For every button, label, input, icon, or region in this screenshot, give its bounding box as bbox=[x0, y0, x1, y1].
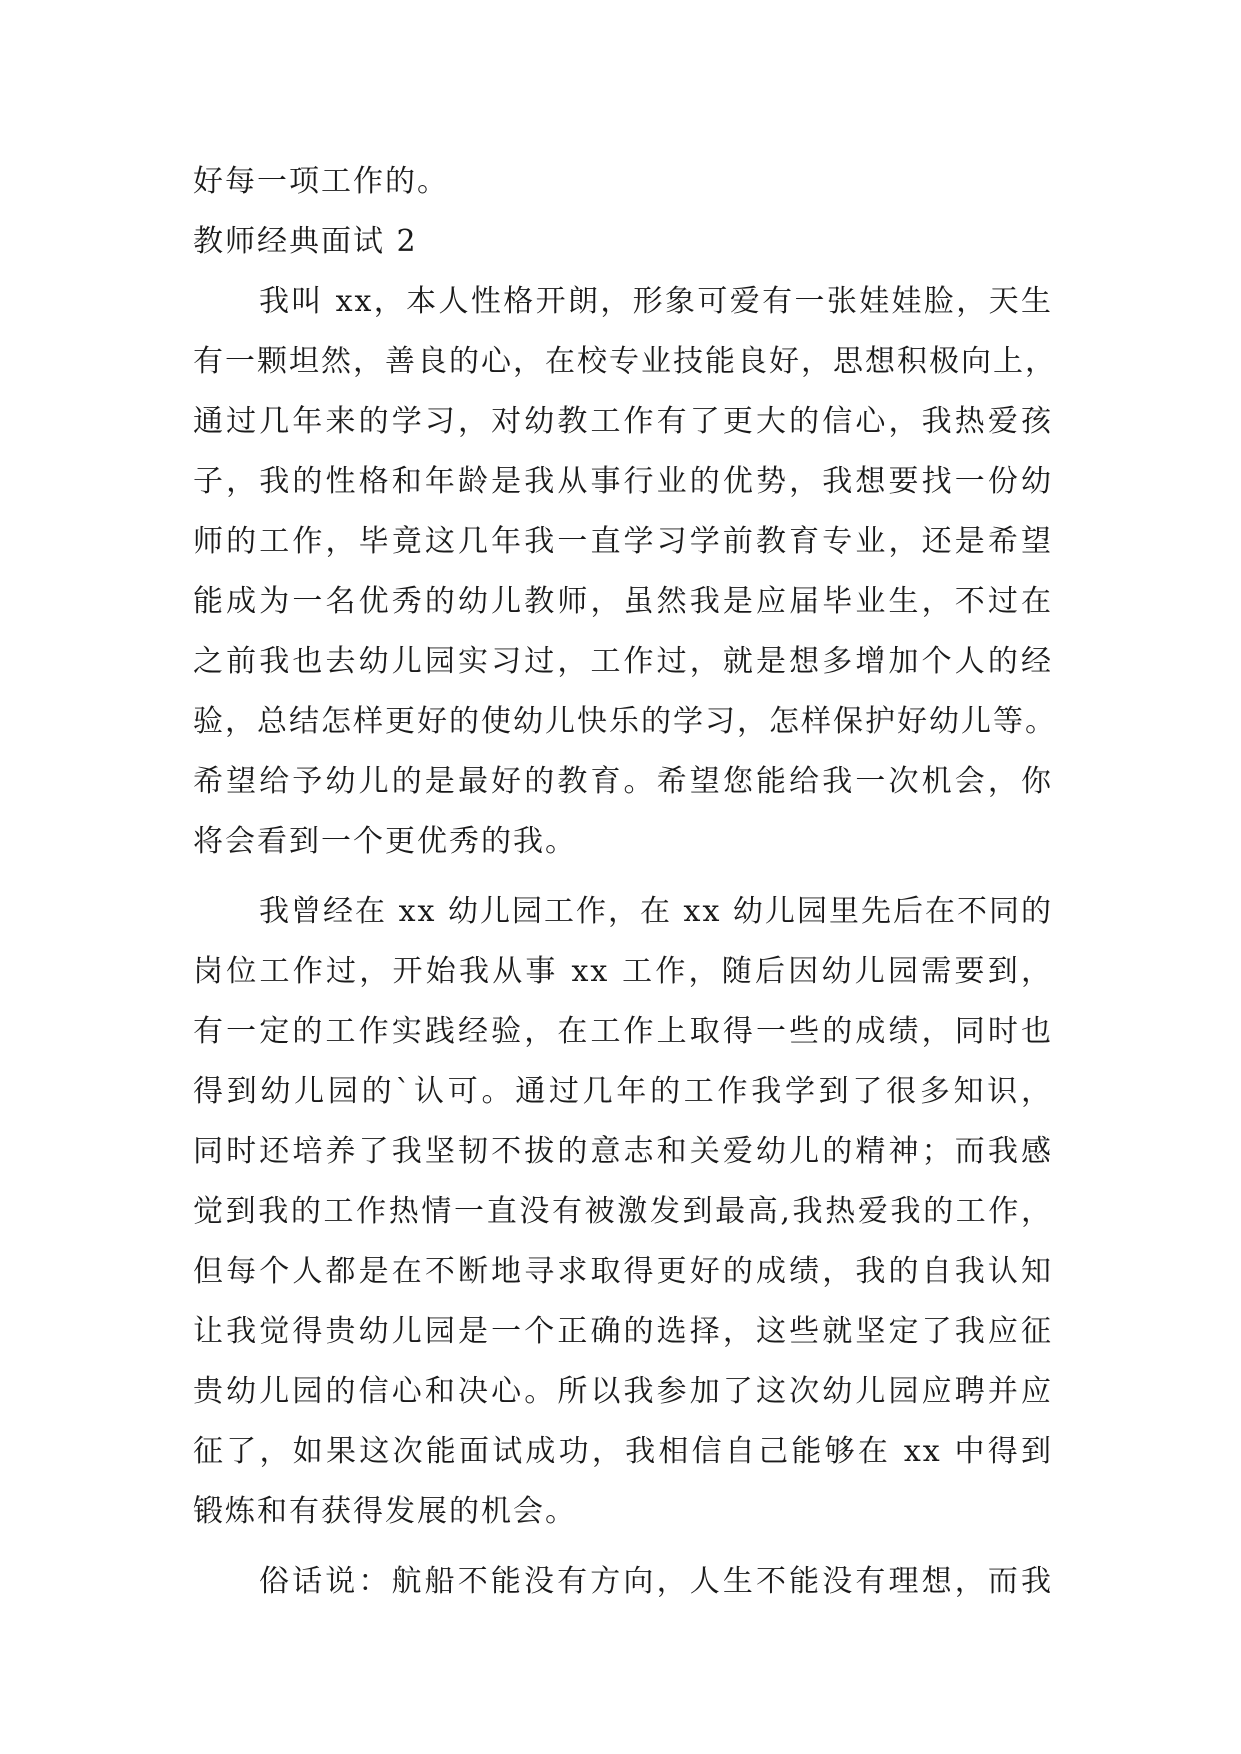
paragraph-1 bbox=[193, 280, 1057, 880]
paragraph-line: 我叫 xx，本人性格开朗，形象可爱有一张娃娃脸，天生 bbox=[259, 284, 1053, 319]
paragraph-line: 子，我的性格和年龄是我从事行业的优势，我想要找一份幼 bbox=[193, 464, 1053, 499]
document-page bbox=[193, 160, 1057, 1620]
paragraph-line: 之前我也去幼儿园实习过，工作过，就是想多增加个人的经 bbox=[193, 644, 1053, 679]
paragraph-line: 将会看到一个更优秀的我。 bbox=[193, 824, 577, 859]
paragraph-line: 征了，如果这次能面试成功，我相信自己能够在 xx 中得到 bbox=[193, 1434, 1053, 1469]
paragraph-line: 希望给予幼儿的是最好的教育。希望您能给我一次机会，你 bbox=[193, 764, 1053, 799]
paragraph-line: 得到幼儿园的`认可。通过几年的工作我学到了很多知识， bbox=[193, 1074, 1053, 1109]
paragraph-line: 师的工作，毕竟这几年我一直学习学前教育专业，还是希望 bbox=[193, 524, 1053, 559]
paragraph-line: 有一颗坦然，善良的心，在校专业技能良好，思想积极向上， bbox=[193, 344, 1057, 379]
section-title: 教师经典面试 2 bbox=[193, 224, 418, 259]
paragraph-gap bbox=[193, 1550, 1053, 1560]
paragraph-line: 同时还培养了我坚韧不拔的意志和关爱幼儿的精神；而我感 bbox=[193, 1134, 1053, 1169]
paragraph-line: 岗位工作过，开始我从事 xx 工作，随后因幼儿园需要到， bbox=[193, 954, 1053, 989]
paragraph-line: 但每个人都是在不断地寻求取得更好的成绩，我的自我认知 bbox=[193, 1254, 1053, 1289]
paragraph-line: 我曾经在 xx 幼儿园工作，在 xx 幼儿园里先后在不同的 bbox=[259, 894, 1053, 929]
paragraph-line: 锻炼和有获得发展的机会。 bbox=[193, 1494, 577, 1529]
paragraph-gap bbox=[193, 880, 1053, 890]
paragraph-line: 通过几年来的学习，对幼教工作有了更大的信心，我热爱孩 bbox=[193, 404, 1053, 439]
paragraph-line: 俗话说：航船不能没有方向，人生不能没有理想，而我 bbox=[259, 1564, 1053, 1599]
intro-line: 好每一项工作的。 bbox=[193, 164, 449, 199]
paragraph-line: 让我觉得贵幼儿园是一个正确的选择，这些就坚定了我应征 bbox=[193, 1314, 1053, 1349]
paragraph-3 bbox=[193, 1560, 1053, 1620]
paragraph-line: 有一定的工作实践经验，在工作上取得一些的成绩，同时也 bbox=[193, 1014, 1053, 1049]
paragraph-line: 贵幼儿园的信心和决心。所以我参加了这次幼儿园应聘并应 bbox=[193, 1374, 1053, 1409]
paragraph-line: 验，总结怎样更好的使幼儿快乐的学习，怎样保护好幼儿等。 bbox=[193, 704, 1057, 739]
paragraph-line: 觉到我的工作热情一直没有被激发到最高,我热爱我的工作， bbox=[193, 1194, 1053, 1229]
paragraph-line: 能成为一名优秀的幼儿教师，虽然我是应届毕业生，不过在 bbox=[193, 584, 1053, 619]
paragraph-2 bbox=[193, 890, 1053, 1550]
